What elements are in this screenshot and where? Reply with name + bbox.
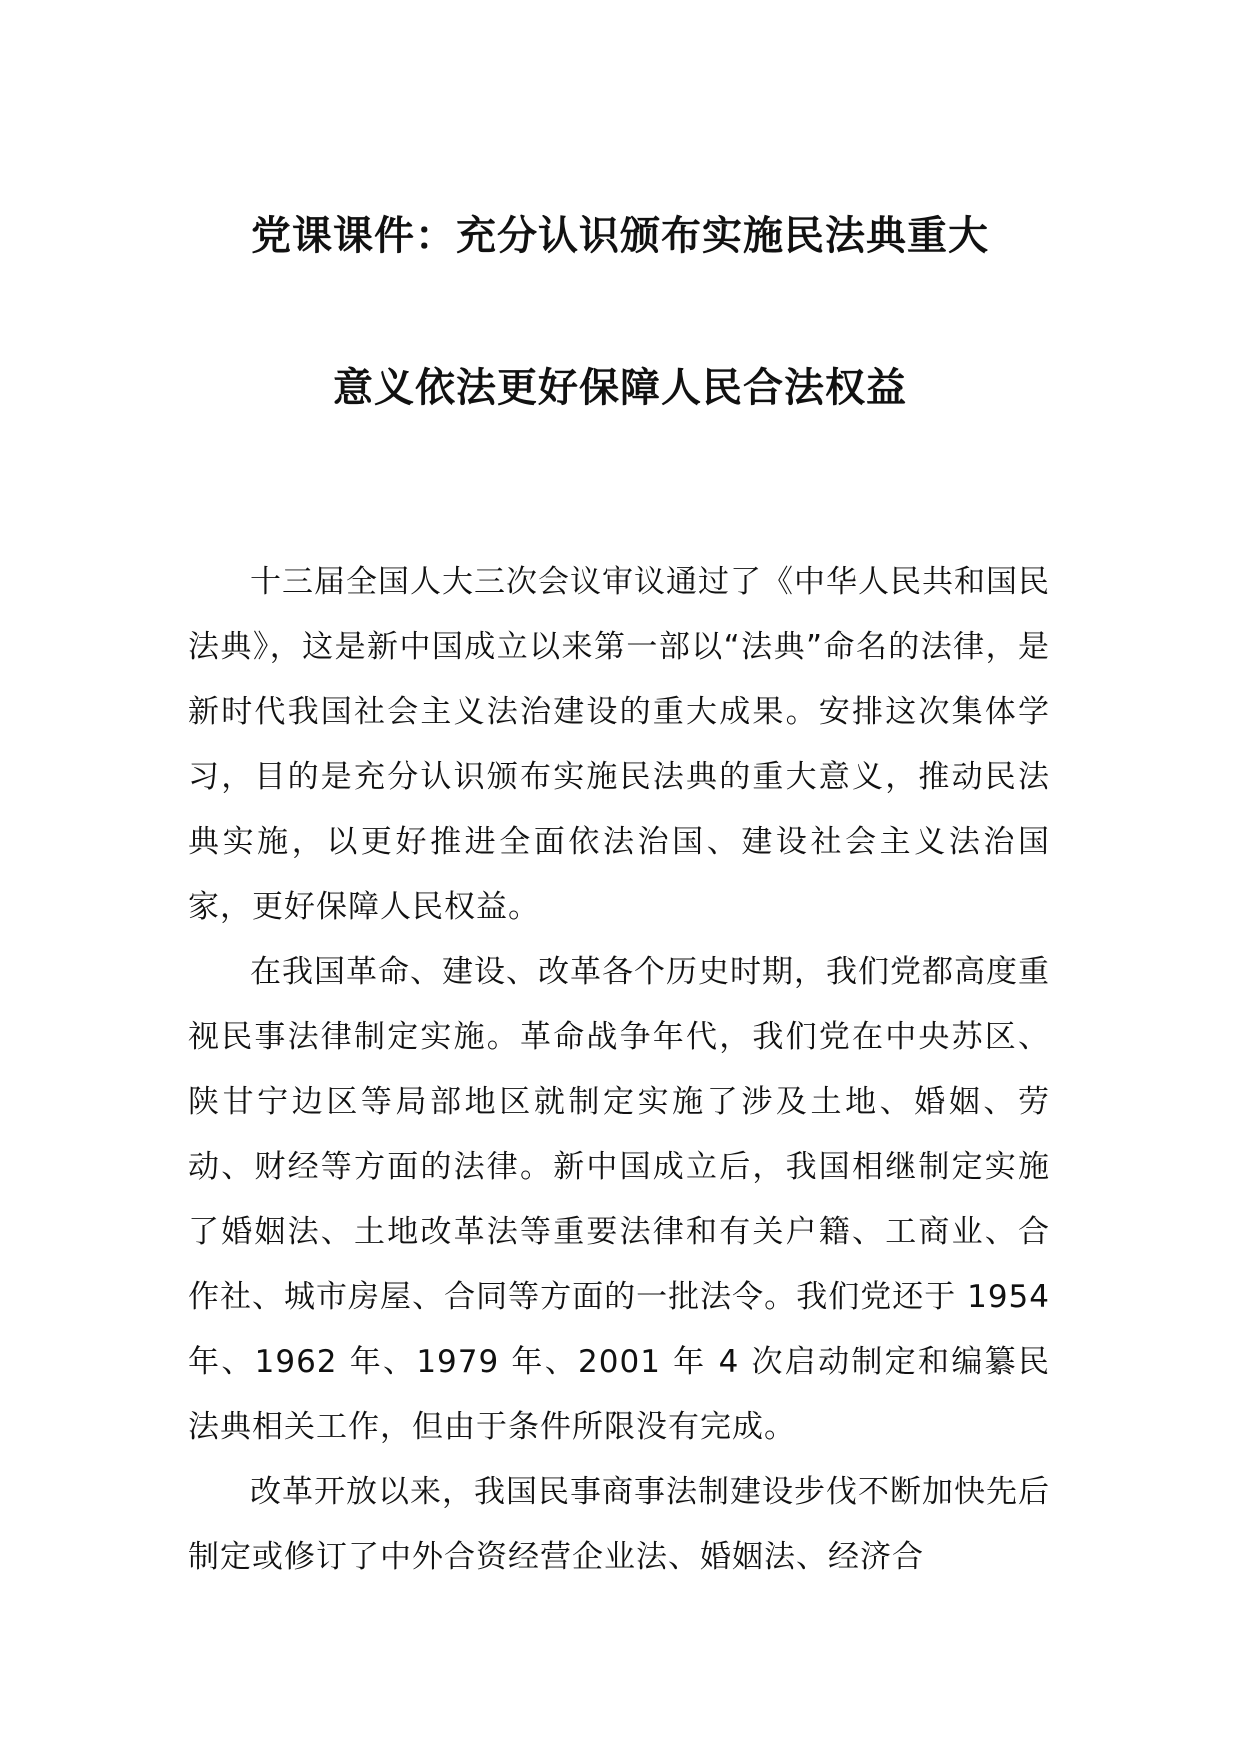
paragraph-2: 在我国革命、建设、改革各个历史时期，我们党都高度重视民事法律制定实施。革命战争年代，我们党在中央苏区、陕甘宁边区等局部地区就制定实施了涉及土地、婚姻、劳动、财经等方面的法律。新中国成立后，我国相继制定实施了婚姻法、土地改革法等重要法律和有关户籍、工商业、合作社、城市房屋、合同等方面的一批法令。我们党还于 1954 年、1962 年、1979 年、2001 年 4 次启动制定和编纂民法典相关工作，但由于条件所限没有完成。 — [188, 954, 1050, 1445]
document-title-line-2: 意义依法更好保障人民合法权益 — [333, 365, 907, 411]
document-title-line-1: 党课课件：充分认识颁布实施民法典重大 — [251, 213, 989, 259]
paragraph-3: 改革开放以来，我国民事商事法制建设步伐不断加快先后制定或修订了中外合资经营企业法、婚姻法、经济合 — [188, 1474, 1050, 1575]
paragraph-1: 十三届全国人大三次会议审议通过了《中华人民共和国民法典》，这是新中国成立以来第一部以“法典”命名的法律，是新时代我国社会主义法治建设的重大成果。安排这次集体学习，目的是充分认识颁布实施民法典的重大意义，推动民法典实施，以更好推进全面依法治国、建设社会主义法治国家，更好保障人民权益。 — [188, 564, 1050, 925]
document-body — [188, 550, 1050, 1590]
